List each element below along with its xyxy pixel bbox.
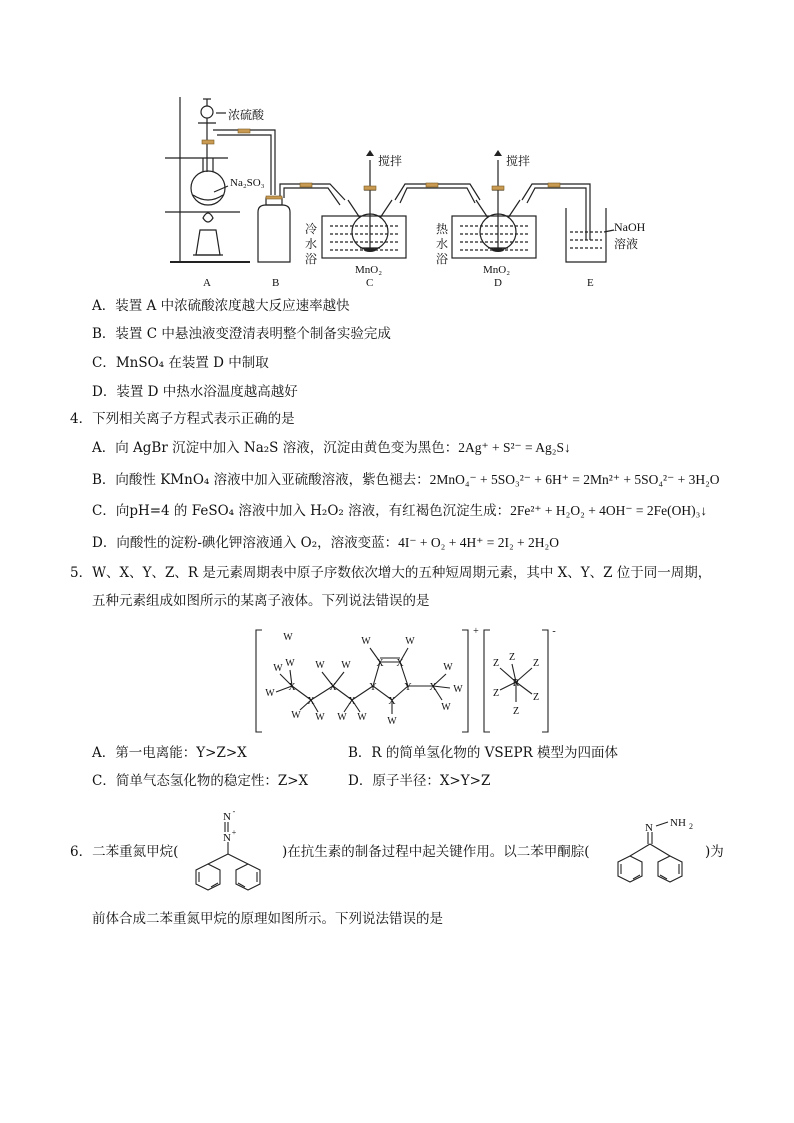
q4-option-a [92,439,571,457]
svg-text:W: W [273,663,283,674]
svg-text:W: W [341,660,351,671]
svg-text:-: - [552,626,556,637]
label-mno2-c: MnO₂ [355,264,383,276]
label-naoh-2: 溶液 [614,237,639,251]
svg-text:Y: Y [369,682,377,693]
svg-text:X: X [396,658,404,669]
q4-b-text: B．向酸性 KMnO₄ 溶液中加入亚硫酸溶液，紫色褪去： [92,472,430,488]
q4-b-equation: 2MnO₄⁻ + 5SO₃²⁻ + 6H⁺ = 2Mn²⁺ + 5SO₄²⁻ + 3H₂O [429,472,720,487]
q6-line2: 前体合成二苯重氮甲烷的原理如图所示。下列说法错误的是 [92,911,443,927]
svg-text:W: W [453,684,463,695]
svg-text:X: X [429,682,437,693]
svg-text:W: W [361,636,371,647]
label-cold-2: 水 [305,237,318,251]
svg-text:2: 2 [689,822,693,831]
label-B: B [272,277,280,289]
label-hot-2: 水 [436,237,449,251]
q4-d-text: D．向酸性的淀粉-碘化钾溶液通入 O₂，溶液变蓝： [92,535,399,551]
svg-text:N: N [223,811,231,823]
apparatus-diagram [0,0,794,300]
svg-text:+: + [473,626,479,637]
diphenyldiazomethane-structure [178,808,278,898]
svg-text:W: W [283,632,293,643]
svg-text:Z: Z [512,706,520,717]
q5-option-c: C．简单气态氢化物的稳定性：Z>X [92,773,309,789]
svg-text:W: W [285,658,295,669]
svg-text:NH: NH [670,817,686,829]
svg-text:N: N [223,832,231,844]
svg-text:Z: Z [532,658,540,669]
svg-text:X: X [307,696,315,707]
q3-option-d: D．装置 D 中热水浴温度越高越好 [92,384,298,400]
label-E: E [587,277,594,289]
q6-part1: 6．二苯重氮甲烷( [70,844,179,860]
svg-text:-: - [232,808,236,816]
svg-text:W: W [315,712,325,723]
label-salt: Na₂SO₃ [230,177,265,189]
svg-text:N: N [645,822,653,834]
q5-stem-line1: 5．W、X、Y、Z、R 是元素周期表中原子序数依次增大的五种短周期元素，其中 X、Y、Z 位于同一周期， [70,565,712,581]
svg-text:W: W [405,636,415,647]
q4-option-b [92,471,720,489]
label-D: D [494,277,502,289]
label-stir-c: 搅拌 [378,154,403,168]
label-mno2-d: MnO₂ [483,264,511,276]
label-stir-d: 搅拌 [506,154,531,168]
svg-text:X: X [388,696,396,707]
q4-c-text: C．向pH=4 的 FeSO₄ 溶液中加入 H₂O₂ 溶液，有红褐色沉淀生成： [92,503,511,519]
benzophenone-hydrazone-structure [596,812,706,892]
svg-text:+: + [231,828,237,837]
svg-text:R: R [512,678,520,689]
q4-option-d [92,534,559,552]
svg-text:Z: Z [492,688,500,699]
label-acid: 浓硫酸 [228,108,265,122]
q5-option-d: D．原子半径：X>Y>Z [348,773,491,789]
q4-option-c [92,502,707,520]
q4-d-equation: 4I⁻ + O₂ + 4H⁺ = 2I₂ + 2H₂O [398,535,559,550]
ionic-liquid-structure [0,620,794,740]
label-cold-1: 冷 [305,222,318,236]
q4-a-equation: 2Ag⁺ + S²⁻ = Ag₂S↓ [458,440,571,455]
q4-a-text: A．向 AgBr 沉淀中加入 Na₂S 溶液，沉淀由黄色变为黑色： [92,440,459,456]
svg-text:Z: Z [492,658,500,669]
q4-stem: 4．下列相关离子方程式表示正确的是 [70,411,295,427]
svg-text:X: X [288,682,296,693]
svg-text:X: X [348,696,356,707]
label-hot-1: 热 [436,222,449,236]
q3-option-a: A．装置 A 中浓硫酸浓度越大反应速率越快 [92,298,350,314]
svg-text:W: W [443,662,453,673]
label-hot-3: 浴 [436,252,449,266]
q3-option-b: B．装置 C 中悬浊液变澄清表明整个制备实验完成 [92,326,391,342]
svg-text:X: X [376,658,384,669]
q6-part3: )为 [705,844,724,860]
svg-text:W: W [291,710,301,721]
q4-c-equation: 2Fe²⁺ + H₂O₂ + 4OH⁻ = 2Fe(OH)₃↓ [510,503,708,518]
svg-text:Z: Z [508,652,516,663]
q5-option-b: B．R 的简单氢化物的 VSEPR 模型为四面体 [348,745,619,761]
label-naoh-1: NaOH [614,220,646,234]
q5-stem-line2: 五种元素组成如图所示的某离子液体。下列说法错误的是 [92,593,430,609]
svg-text:X: X [329,682,337,693]
q3-option-c: C．MnSO₄ 在装置 D 中制取 [92,355,269,371]
svg-text:W: W [315,660,325,671]
svg-text:Z: Z [532,692,540,703]
label-C: C [366,277,374,289]
label-cold-3: 浴 [305,252,318,266]
svg-text:W: W [265,688,275,699]
q6-part2: )在抗生素的制备过程中起关键作用。以二苯甲酮腙( [282,844,590,860]
q5-option-a: A．第一电离能：Y>Z>X [92,745,247,761]
svg-text:W: W [387,716,397,727]
svg-text:W: W [441,702,451,713]
label-A: A [203,277,211,289]
svg-text:Y: Y [404,682,412,693]
svg-text:W: W [357,712,367,723]
svg-text:W: W [337,712,347,723]
